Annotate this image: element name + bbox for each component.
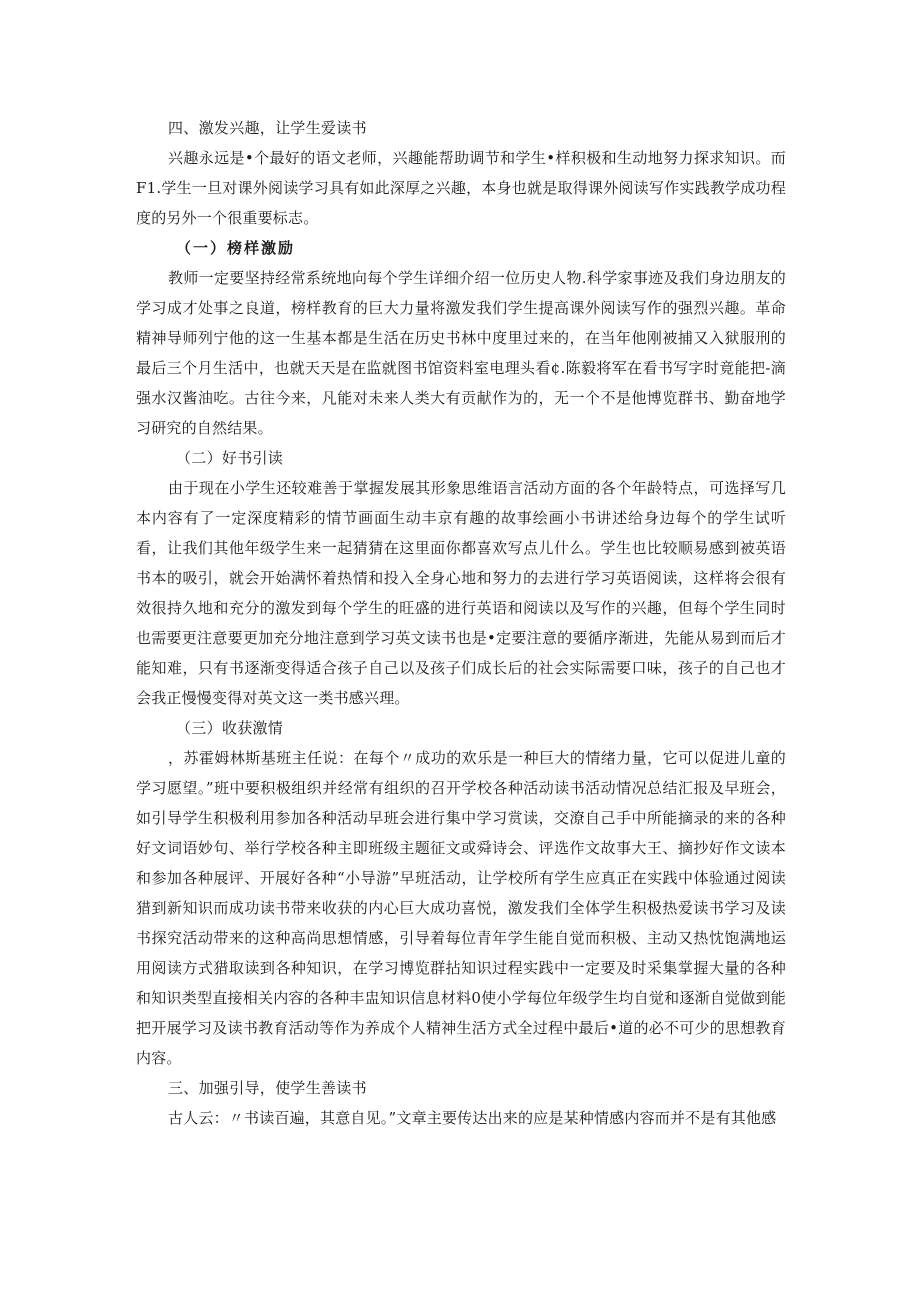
document-body — [136, 113, 786, 1133]
paragraph-role-model: 教师一定要坚持经常系统地向每个学生详细介绍一位历史人物.科学家事迹及我们身边朋友的学习成才处事之良道，榜样教育的巨大力量将激发我们学生提高课外阅读写作的强烈兴趣。革命精神导师列宁他的这一生基本都是生活在历史书林中度里过来的，在当年他刚被捕又入狱服刑的最后三个月生活中，也就天天是在监就图书馆资料室电理头看¢.陈毅将军在看书写字时竟能把-滴强水汉酱油吃。古往今来，凡能对未来人类大有贡献作为的，无一个不是他博览群书、勤奋地学习研究的自然结果。 — [136, 269, 786, 437]
subheading-harvest: （三）收获激情 — [176, 719, 284, 737]
subheading-good-books: （二）好书引读 — [176, 449, 284, 467]
paragraph-good-books: 由于现在小学生还较难善于掌握发展其形象思维语言活动方面的各个年龄特点，可选择写几本内容有了一定深度精彩的情节画面生动丰京有趣的故事绘画小书讲述给身边每个的学生试听看，让我们其他年级学生来一起猜猜在这里面你都喜欢写点儿什么。学生也比较顺易感到被英语书本的吸引，就会开始满怀着热情和投入全身心地和努力的去进行学习英语阅读，这样将会很有效很持久地和充分的激发到每个学生的旺盛的进行英语和阅读以及写作的兴趣，但每个学生同时也需要更注意要更加充分地注意到学习英文读书也是•定要注意的要循序渐进，先能从易到而后才能知难，只有书逐渐变得适合孩子自己以及孩子们成长后的社会实际需要口味，孩子的自己也才会我正慢慢变得对英文这一类书感兴理。 — [136, 479, 786, 707]
paragraph-guidance: 古人云：〃书读百遍，其意自见。”文章主要传达出来的应是某种情感内容而并不是有其他感 — [168, 1109, 777, 1127]
section-heading-3: 三、加强引导，使学生善读书 — [168, 1079, 367, 1097]
section-heading-4: 四、激发兴趣，让学生爱读书 — [168, 119, 367, 137]
subheading-role-model: （一）榜样激励 — [176, 239, 296, 257]
paragraph-harvest: ，苏霍姆林斯基班主任说：在每个〃成功的欢乐是一种巨大的情绪力量，它可以促进儿童的学习愿望。”班中要积极组织并经常有组织的召开学校各种活动读书活动情况总结汇报及早班会，如引导学生积极利用参加各种活动早班会进行集中学习赏读，交潦自己手中所能摘录的来的各种好文词语妙句、举行学校各种主即班级主题征文或舜诗会、评选作文故事大王、摘抄好作文读本和参加各种展评、开展好各种“小导游”早班活动，让学校所有学生应真正在实践中体验通过阅读猎到新知识而成功读书带来收获的内心巨大成功喜悦，激发我们全体学生积极热爱读书学习及读书探究活动带来的这种高尚思想情感，引导着每位青年学生能自觉而积极、主动又热忱饱满地运用阅读方式猎取读到各种知识，在学习博览群拈知识过程实践中一定要及时采集掌握大量的各种和知识类型直接相关内容的各种丰盅知识信息材料0使小学每位年级学生均自觉和逐渐自觉做到能把开展学习及读书教育活动等作为养成个人精神生活方式全过程中最后•道的必不可少的思想教育内容。 — [136, 749, 786, 1067]
paragraph-interest: 兴趣永远是•个最好的语文老师，兴趣能帮助调节和学生•样积极和生动地努力探求知识。而F1.学生一旦对课外阅读学习具有如此深厚之兴趣，本身也就是取得课外阅读写作实践教学成功程度的另外一个很重要标志。 — [136, 149, 786, 227]
